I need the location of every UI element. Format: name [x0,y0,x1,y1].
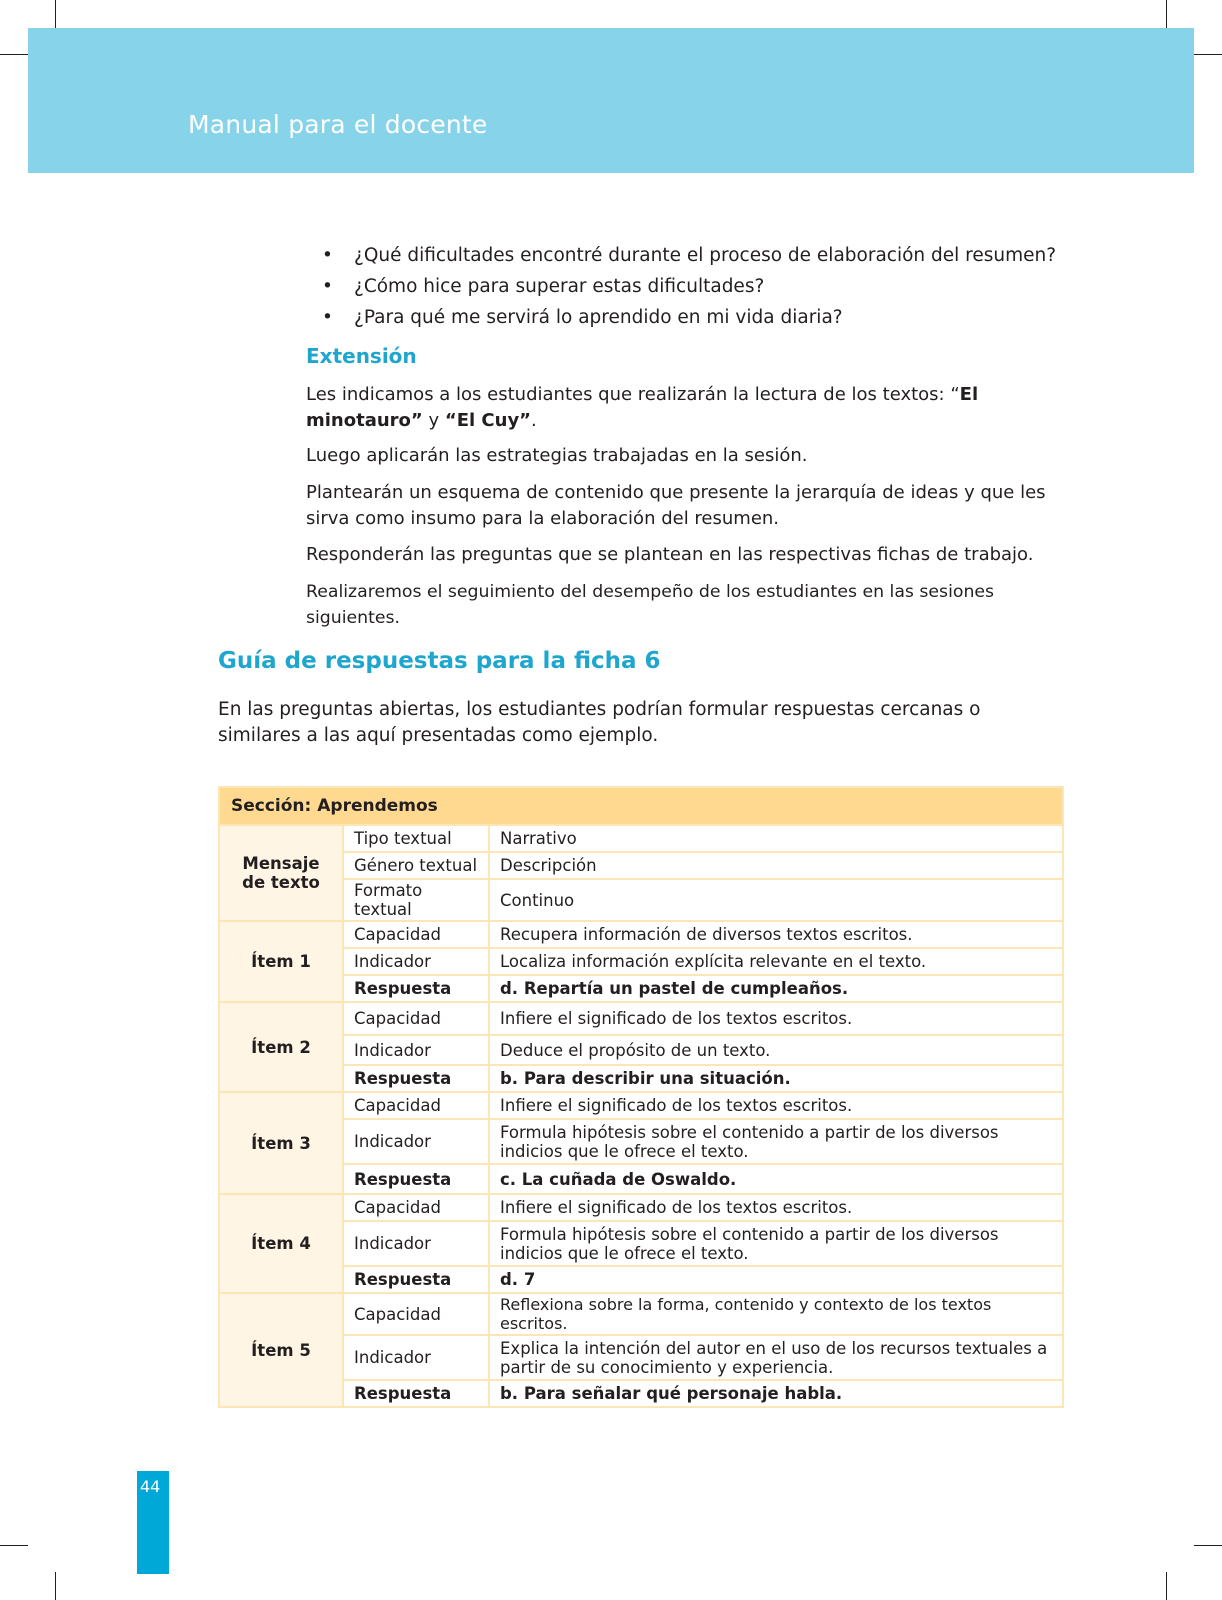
table-row [219,1293,1063,1335]
table-row [219,948,1063,975]
reflection-questions-list [322,240,1062,333]
table-row [219,1380,1063,1407]
row-group-label: Ítem 3 [219,1092,343,1194]
field-label: Indicador [343,1119,489,1164]
field-label: Género textual [343,852,489,879]
field-label: Respuesta [343,1164,489,1194]
table-row [219,1221,1063,1266]
field-label: Capacidad [343,1293,489,1335]
extension-heading: Extensión [306,344,417,368]
crop-mark [1194,1545,1222,1546]
extension-paragraph-1: Les indicamos a los estudiantes que realizarán la lectura de los textos: “El minotauro” y “El Cuy”. [306,384,979,431]
field-label: Capacidad [343,1092,489,1119]
field-label: Indicador [343,1221,489,1266]
table-section-header: Sección: Aprendemos [219,787,1063,825]
table-row [219,1194,1063,1221]
book-title: “El Cuy” [444,410,532,431]
field-value: Infiere el significado de los textos escritos. [489,1194,1063,1221]
field-value: Formula hipótesis sobre el contenido a partir de los diversos indicios que le ofrece el texto. [489,1119,1063,1164]
answer-table [218,786,1064,1408]
extension-paragraph-2: Luego aplicarán las estrategias trabajadas en la sesión. [306,445,808,466]
row-group-label: Ítem 1 [219,921,343,1002]
header-band [28,28,1194,173]
header-title: Manual para el docente [188,110,488,139]
table-row [219,1035,1063,1065]
table-row [219,1065,1063,1092]
row-group-label: Ítem 2 [219,1002,343,1092]
field-label: Tipo textual [343,825,489,852]
field-value: Reflexiona sobre la forma, contenido y contexto de los textos escritos. [489,1293,1063,1335]
field-label: Capacidad [343,1002,489,1035]
crop-mark [55,0,56,28]
field-value: Narrativo [489,825,1063,852]
crop-mark [0,1545,28,1546]
extension-paragraph-3: Plantearán un esquema de contenido que presente la jerarquía de ideas y que les sirva como insumo para la elaboración del resumen. [306,482,1046,529]
list-item: • ¿Cómo hice para superar estas dificultades? [322,271,1062,302]
page-number: 44 [140,1477,161,1496]
table-row [219,921,1063,948]
list-item: • ¿Para qué me servirá lo aprendido en mi vida diaria? [322,302,1062,333]
field-label: Respuesta [343,1266,489,1293]
row-group-label: Mensaje de texto [219,825,343,921]
extension-paragraph-4: Responderán las preguntas que se plantean en las respectivas fichas de trabajo. [306,544,1034,565]
crop-mark [0,54,28,55]
crop-mark [1166,0,1167,28]
field-value: Localiza información explícita relevante en el texto. [489,948,1063,975]
table-row [219,975,1063,1002]
field-label: Respuesta [343,1380,489,1407]
answer-value: b. Para señalar qué personaje habla. [489,1380,1063,1407]
field-value: Explica la intención del autor en el uso de los recursos textuales a partir de su conocimiento y experiencia. [489,1335,1063,1380]
field-value: Continuo [489,879,1063,921]
table-row [219,1335,1063,1380]
field-value: Deduce el propósito de un texto. [489,1035,1063,1065]
field-value: Descripción [489,852,1063,879]
field-value: Formula hipótesis sobre el contenido a partir de los diversos indicios que le ofrece el texto. [489,1221,1063,1266]
field-label: Capacidad [343,1194,489,1221]
field-label: Formato textual [343,879,489,921]
field-label: Indicador [343,1035,489,1065]
answer-value: c. La cuñada de Oswaldo. [489,1164,1063,1194]
field-label: Capacidad [343,921,489,948]
table-row [219,1092,1063,1119]
field-label: Respuesta [343,1065,489,1092]
field-value: Infiere el significado de los textos escritos. [489,1092,1063,1119]
guia-heading: Guía de respuestas para la ficha 6 [218,648,661,674]
table-row [219,852,1063,879]
table-row [219,1119,1063,1164]
answer-value: d. Repartía un pastel de cumpleaños. [489,975,1063,1002]
table-row [219,1164,1063,1194]
field-value: Recupera información de diversos textos escritos. [489,921,1063,948]
row-group-label: Ítem 5 [219,1293,343,1407]
answer-value: b. Para describir una situación. [489,1065,1063,1092]
crop-mark [1166,1572,1167,1600]
table-row [219,825,1063,852]
table-row [219,1266,1063,1293]
row-group-label: Ítem 4 [219,1194,343,1293]
field-label: Respuesta [343,975,489,1002]
crop-mark [55,1572,56,1600]
field-label: Indicador [343,1335,489,1380]
field-label: Indicador [343,948,489,975]
table-row [219,1002,1063,1035]
guia-intro: En las preguntas abiertas, los estudiantes podrían formular respuestas cercanas o similares a las aquí presentadas como ejemplo. [218,699,981,746]
table-row [219,879,1063,921]
crop-mark [1194,54,1222,55]
book-title: El minotauro” [306,384,979,431]
answer-value: d. 7 [489,1266,1063,1293]
list-item: • ¿Qué dificultades encontré durante el proceso de elaboración del resumen? [322,240,1062,271]
field-value: Infiere el significado de los textos escritos. [489,1002,1063,1035]
extension-paragraph-5: Realizaremos el seguimiento del desempeño de los estudiantes en las sesiones siguientes. [306,582,995,628]
